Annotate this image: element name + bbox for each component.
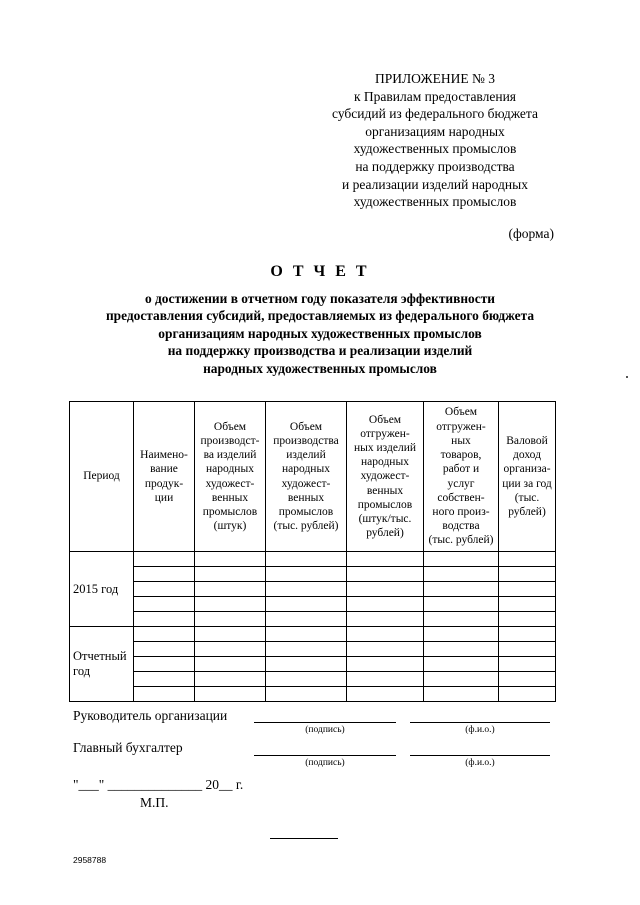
- table-cell[interactable]: [424, 672, 499, 687]
- col-header-shipped-goods: Объем отгружен- ных товаров, работ и услуг собствен- ного произ- водства (тыс. рублей): [424, 402, 499, 552]
- accountant-name-line[interactable]: [410, 754, 550, 756]
- head-signature-line[interactable]: [254, 721, 396, 723]
- appendix-line: художественных промыслов: [353, 194, 517, 210]
- table-cell[interactable]: [266, 552, 347, 567]
- subtitle-line: на поддержку производства и реализации изделий: [167, 343, 473, 359]
- table-cell[interactable]: [499, 567, 556, 582]
- stamp-label: М.П.: [140, 795, 169, 810]
- table-cell[interactable]: [266, 597, 347, 612]
- table-row: [70, 567, 556, 582]
- table-cell[interactable]: [347, 627, 424, 642]
- appendix-line: художественных промыслов: [353, 141, 517, 157]
- table-cell[interactable]: [424, 567, 499, 582]
- table-cell[interactable]: [266, 687, 347, 702]
- head-name-line[interactable]: [410, 721, 550, 723]
- table-cell[interactable]: [347, 597, 424, 612]
- table-cell[interactable]: [499, 642, 556, 657]
- table-cell[interactable]: [195, 597, 266, 612]
- table-row: [70, 642, 556, 657]
- table-cell[interactable]: [195, 582, 266, 597]
- col-header-period: Период: [70, 402, 134, 552]
- table-cell[interactable]: [134, 597, 195, 612]
- name-caption: (ф.и.о.): [465, 725, 495, 735]
- appendix-title: ПРИЛОЖЕНИЕ № 3: [374, 71, 496, 86]
- report-table: [69, 401, 556, 702]
- table-cell[interactable]: [499, 627, 556, 642]
- document-code: 2958788: [73, 855, 107, 865]
- table-cell[interactable]: [347, 687, 424, 702]
- table-header-row: [70, 402, 556, 552]
- period-cell-2015: 2015 год: [70, 552, 134, 627]
- table-cell[interactable]: [424, 642, 499, 657]
- table-cell[interactable]: [347, 672, 424, 687]
- appendix-header: [300, 70, 570, 211]
- table-cell[interactable]: [134, 657, 195, 672]
- table-cell[interactable]: [347, 657, 424, 672]
- table-cell[interactable]: [266, 672, 347, 687]
- appendix-line: на поддержку производства: [355, 158, 515, 174]
- subtitle-line: о достижении в отчетном году показателя эффективности: [144, 291, 495, 306]
- table-cell[interactable]: [195, 612, 266, 627]
- subtitle-line: народных художественных промыслов: [203, 360, 437, 376]
- subtitle-line: предоставления субсидий, предоставляемых из федерального бюджета: [105, 308, 535, 324]
- table-cell[interactable]: [195, 642, 266, 657]
- table-cell[interactable]: [134, 552, 195, 567]
- bottom-divider: [270, 837, 338, 839]
- table-cell[interactable]: [134, 627, 195, 642]
- table-cell[interactable]: [347, 582, 424, 597]
- table-cell[interactable]: [266, 567, 347, 582]
- table-row: [70, 657, 556, 672]
- table-cell[interactable]: [195, 627, 266, 642]
- table-cell[interactable]: [266, 657, 347, 672]
- date-line[interactable]: "___" ______________ 20__ г.: [73, 777, 244, 792]
- table-cell[interactable]: [266, 627, 347, 642]
- report-subtitle: [40, 290, 600, 377]
- col-header-production-rubles: Объем производства изделий народных художест- венных промыслов (тыс. рублей): [266, 402, 347, 552]
- table-cell[interactable]: [499, 612, 556, 627]
- subtitle-line: организациям народных художественных промыслов: [158, 325, 482, 341]
- appendix-line: организациям народных: [365, 123, 505, 139]
- table-cell[interactable]: [195, 687, 266, 702]
- table-cell[interactable]: [134, 687, 195, 702]
- col-header-product: Наимено- вание продук- ции: [134, 402, 195, 552]
- appendix-line: к Правилам предоставления: [353, 88, 517, 104]
- table-cell[interactable]: [424, 657, 499, 672]
- table-row: [70, 672, 556, 687]
- report-title: О Т Ч Е Т: [270, 263, 370, 280]
- table-cell[interactable]: [347, 642, 424, 657]
- period-cell-reporting-year: Отчетный год: [70, 627, 134, 702]
- table-row: [70, 687, 556, 702]
- table-cell[interactable]: [424, 552, 499, 567]
- col-header-gross-income: Валовой доход организа- ции за год (тыс. рублей): [499, 402, 556, 552]
- table-cell[interactable]: [499, 582, 556, 597]
- signature-caption: (подпись): [305, 725, 345, 735]
- accountant-label: Главный бухгалтер: [73, 740, 183, 755]
- table-row: [70, 627, 556, 642]
- table-row: [70, 597, 556, 612]
- table-cell[interactable]: [424, 612, 499, 627]
- table-cell[interactable]: [499, 597, 556, 612]
- table-cell[interactable]: [134, 567, 195, 582]
- appendix-line: субсидий из федерального бюджета: [332, 106, 538, 122]
- table-cell[interactable]: [347, 567, 424, 582]
- table-row: [70, 612, 556, 627]
- table-cell[interactable]: [347, 552, 424, 567]
- form-label: (форма): [508, 226, 554, 241]
- table-row: [70, 582, 556, 597]
- table-cell[interactable]: [266, 642, 347, 657]
- table-cell[interactable]: [424, 597, 499, 612]
- table-cell[interactable]: [195, 657, 266, 672]
- table-cell[interactable]: [266, 582, 347, 597]
- accountant-signature-line[interactable]: [254, 754, 396, 756]
- table-cell[interactable]: [424, 627, 499, 642]
- scan-speck: [626, 376, 628, 378]
- table-cell[interactable]: [424, 582, 499, 597]
- name-caption: (ф.и.о.): [465, 758, 495, 768]
- table-cell[interactable]: [134, 612, 195, 627]
- table-cell[interactable]: [499, 672, 556, 687]
- table-row: [70, 552, 556, 567]
- table-cell[interactable]: [195, 552, 266, 567]
- table-cell[interactable]: [499, 687, 556, 702]
- table-cell[interactable]: [347, 612, 424, 627]
- table-cell[interactable]: [424, 687, 499, 702]
- table-cell[interactable]: [134, 672, 195, 687]
- col-header-shipped-items: Объем отгружен- ных изделий народных художест- венных промыслов (штук/тыс. рублей): [347, 402, 424, 552]
- head-label: Руководитель организации: [73, 708, 228, 723]
- appendix-line: и реализации изделий народных: [342, 176, 528, 192]
- table-cell[interactable]: [134, 582, 195, 597]
- signature-caption: (подпись): [305, 758, 345, 768]
- table-cell[interactable]: [195, 567, 266, 582]
- table-cell[interactable]: [195, 672, 266, 687]
- table-cell[interactable]: [134, 642, 195, 657]
- table-cell[interactable]: [499, 552, 556, 567]
- col-header-production-units: Объем производст- ва изделий народных художест- венных промыслов (штук): [195, 402, 266, 552]
- table-cell[interactable]: [266, 612, 347, 627]
- table-cell[interactable]: [499, 657, 556, 672]
